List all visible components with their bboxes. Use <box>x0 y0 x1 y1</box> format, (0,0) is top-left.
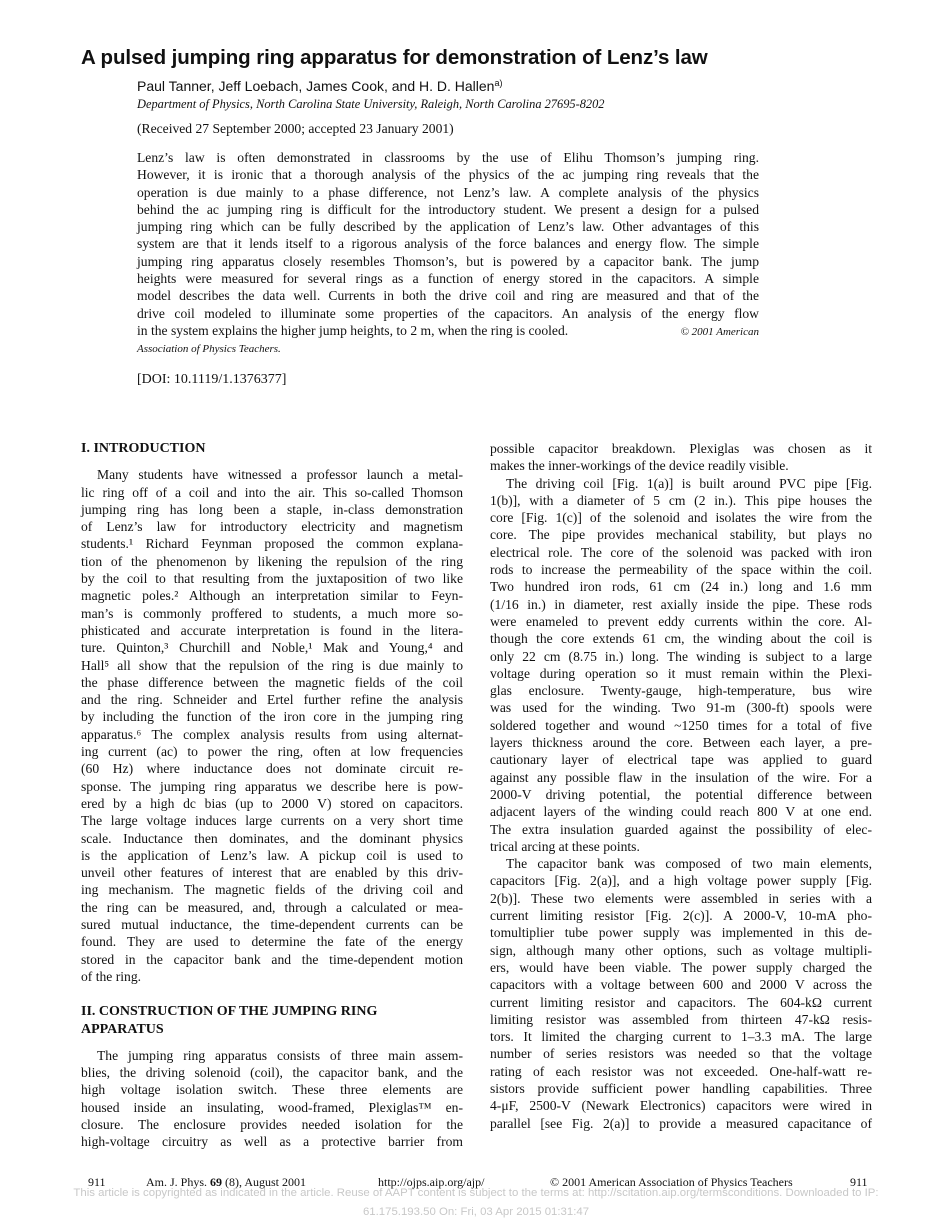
body-line: 1(b)], with a diameter of 5 cm (2 in.). This pipe houses the <box>490 492 872 508</box>
abstract-line: operation is due mainly to a phase difference, not Lenz’s law. A complete analysis of the physics <box>137 184 759 200</box>
body-line: stored in the capacitor bank and the time-dependent motion <box>81 951 463 967</box>
body-line: though the core extends 61 cm, the winding about the coil is <box>490 631 872 647</box>
body-line: Hall⁵ all show that the repulsion of the ring is due mainly to <box>81 657 463 673</box>
download-watermark-line1: This article is copyrighted as indicated in the article. Reuse of AAPT content is subject to the terms at: http://scitation.aip.org/termsconditions. Downloaded to IP: <box>73 1187 879 1199</box>
abstract-line: jumping ring apparatus closely resembles Thomson’s, but is powered by a capacitor bank. The jump <box>137 253 759 269</box>
abstract-line-final <box>137 322 759 341</box>
body-line: magnetic poles.² Although an interpretation similar to Feyn- <box>81 588 463 604</box>
body-line: phisticated and accurate interpretation is found in the litera- <box>81 622 463 638</box>
body-line: cautionary layer of electrical tape was applied to guard <box>490 752 872 768</box>
author-names: Paul Tanner, Jeff Loebach, James Cook, and H. D. Hallen <box>137 78 495 94</box>
section-heading-construction-cont: APPARATUS <box>81 1021 164 1037</box>
body-line: man’s is commonly proffered to students, a much more so- <box>81 605 463 621</box>
abstract-line: model describes the data well. Currents in both the drive coil and ring are measured and that of the <box>137 288 759 304</box>
body-line: 4-μF, 2500-V (Newark Electronics) capacitors were wired in <box>490 1098 872 1114</box>
body-line: (1/16 in.) in diameter, rest axially inside the pipe. These rods <box>490 596 872 612</box>
body-line: rating of each resistor was not exceeded. One-half-watt re- <box>490 1063 872 1079</box>
body-line: limiting resistor was assembled from thirteen 47-kΩ resis- <box>490 1011 872 1027</box>
abstract-line: behind the ac jumping ring is difficult for the introductory student. We present a design for a pulsed <box>137 201 759 217</box>
body-line: number of series resistors was needed so that the voltage <box>490 1046 872 1062</box>
body-line: makes the inner-workings of the device readily visible. <box>490 458 789 474</box>
body-line: electrical role. The core of the solenoid was packed with iron <box>490 544 872 560</box>
body-line: capacitors with a voltage between 600 and 2000 V across the <box>490 977 872 993</box>
body-line: ers, would have been viable. The power supply charged the <box>490 959 872 975</box>
body-line: Two hundred iron rods, 61 cm (24 in.) long and 1.6 mm <box>490 579 872 595</box>
body-line: The large voltage induces large currents on a very short time <box>81 813 463 829</box>
spacer <box>81 457 463 466</box>
journal-url[interactable]: http://ojps.aip.org/ajp/ <box>378 1175 485 1189</box>
body-line: closure. The enclosure provides needed isolation for the <box>81 1116 463 1132</box>
body-line: ered by a high dc bias (up to 2000 V) stored on capacitors. <box>81 795 463 811</box>
body-line: rods to increase the permeability of the space within the coil. <box>490 562 872 578</box>
body-line: against any possible flaw in the insulation of the wire. For a <box>490 769 872 785</box>
body-line: ing current (ac) to power the ring, often at low frequencies <box>81 744 463 760</box>
body-line: the ring can be measured, and, through a calculated or mea- <box>81 899 463 915</box>
body-line: sured mutual inductance, the time-dependent currents can be <box>81 917 463 933</box>
section-heading-introduction: I. INTRODUCTION <box>81 441 206 456</box>
author-footnote-marker: a) <box>494 78 503 88</box>
body-line: sponse. The jumping ring apparatus we describe here is pow- <box>81 778 463 794</box>
body-line: only 22 cm (8.75 in.) long. The winding is subject to a large <box>490 648 872 664</box>
body-line: The driving coil [Fig. 1(a)] is built around PVC pipe [Fig. <box>506 475 872 491</box>
right-column <box>490 440 872 1132</box>
body-line: apparatus.⁶ The complex analysis results from using alternat- <box>81 726 463 742</box>
affiliation: Department of Physics, North Carolina State University, Raleigh, North Carolina 27695-8202 <box>137 97 605 111</box>
body-line: core. The pipe provides mechanical stability, but plays no <box>490 527 872 543</box>
body-line: scale. Inductance then dominates, and the dominant physics <box>81 830 463 846</box>
abstract-line: heights were measured for several rings as a function of energy stored in the capacitors. A simple <box>137 271 759 287</box>
abstract-line: drive coil modeled to illuminate some properties of the capacitors. An analysis of the energy flow <box>137 305 759 321</box>
body-line: core [Fig. 1(c)] of the solenoid and isolates the wire from the <box>490 510 872 526</box>
body-line: tors. It limited the charging current to 1–3.3 mA. The large <box>490 1029 872 1045</box>
body-line: The capacitor bank was composed of two main elements, <box>506 856 872 872</box>
body-line: The extra insulation guarded against the possibility of elec- <box>490 821 872 837</box>
body-line: layers thickness around the core. Between each layer, a pre- <box>490 735 872 751</box>
abstract-copyright: © 2001 American <box>680 325 759 338</box>
abstract-copyright-cont: Association of Physics Teachers. <box>137 343 281 356</box>
body-line: by including the function of the iron core in the jumping ring <box>81 709 463 725</box>
body-line: housed inside an insulating, wood-framed, Plexiglas™ en- <box>81 1099 463 1115</box>
body-line: jumping ring has long been a staple, in-class demonstration <box>81 501 463 517</box>
spacer <box>81 985 463 1003</box>
body-line: adjacent layers of the winding could reach 800 V at one end. <box>490 804 872 820</box>
abstract-line: Lenz’s law is often demonstrated in classrooms by the use of Elihu Thomson’s jumping ring. <box>137 150 759 165</box>
body-line: the phase difference between the magnetic fields of the coil <box>81 674 463 690</box>
body-line: blies, the driving solenoid (coil), the capacitor bank, and the <box>81 1065 463 1081</box>
left-column <box>81 440 463 1151</box>
body-line: soldered together and wound ~1250 times for a total of five <box>490 717 872 733</box>
journal-name: Am. J. Phys. <box>146 1175 208 1189</box>
body-line: and the ring. Schneider and Ertel further refine the analysis <box>81 692 463 708</box>
paper-title: A pulsed jumping ring apparatus for demonstration of Lenz’s law <box>81 46 708 69</box>
body-line: by the coil to that resulting from the juxtaposition of two like <box>81 571 463 587</box>
body-line: capacitors [Fig. 2(a)], and a high voltage power supply [Fig. <box>490 873 872 889</box>
body-line: tion of the phenomenon by likening the repulsion of the ring <box>81 553 463 569</box>
body-line: were enameled to prevent eddy currents within the core. Al- <box>490 613 872 629</box>
body-line: tomultiplier tube power supply was implemented in this de- <box>490 925 872 941</box>
body-line: possible capacitor breakdown. Plexiglas was chosen as it <box>490 441 872 456</box>
body-line: ture. Quinton,³ Churchill and Noble,¹ Mak and Young,⁴ and <box>81 640 463 656</box>
author-list <box>137 78 503 94</box>
body-line: Many students have witnessed a professor launch a metal- <box>97 467 463 483</box>
body-line: was used for the winding. Two 91-m (300-ft) spools were <box>490 700 872 716</box>
abstract-line: system are that it lends itself to a rigorous analysis of the force balances and energy flow. The simple <box>137 236 759 252</box>
body-line: The jumping ring apparatus consists of three main assem- <box>97 1047 463 1063</box>
footer-copyright: © 2001 American Association of Physics Teachers <box>550 1175 793 1189</box>
abstract <box>137 149 759 359</box>
doi: [DOI: 10.1119/1.1376377] <box>137 372 287 387</box>
page-number-left: 911 <box>88 1175 106 1189</box>
journal-issue-date: (8), August 2001 <box>225 1175 307 1189</box>
body-line: glas enclosure. Twenty-gauge, high-temperature, bus wire <box>490 683 872 699</box>
body-line: sign, although many other options, such as voltage multipli- <box>490 942 872 958</box>
body-line: 2(b)]. These two elements were assembled in series with a <box>490 890 872 906</box>
body-line: is the application of Lenz’s law. A pickup coil is used to <box>81 847 463 863</box>
body-line: high voltage isolation switch. These three elements are <box>81 1082 463 1098</box>
body-line: of the ring. <box>81 968 142 984</box>
body-line: unveil other features of interest that are enabled by this driv- <box>81 865 463 881</box>
download-watermark-line2: 61.175.193.50 On: Fri, 03 Apr 2015 01:31:47 <box>362 1206 590 1218</box>
body-line: students.¹ Richard Feynman proposed the common explana- <box>81 536 463 552</box>
body-line: current limiting resistor [Fig. 2(c)]. A 2000-V, 10-mA pho- <box>490 908 872 924</box>
body-line: high-voltage circuitry as well as a protective barrier from <box>81 1134 463 1150</box>
body-line: lic ring off of a coil and into the air. This so-called Thomson <box>81 484 463 500</box>
body-line: 2000-V driving potential, the potential difference between <box>490 786 872 802</box>
journal-volume: 69 <box>210 1175 223 1189</box>
body-line: voltage during operation so it must remain within the Plexi- <box>490 665 872 681</box>
abstract-line-text: in the system explains the higher jump heights, to 2 m, when the ring is cooled. <box>137 322 569 338</box>
body-line: ing mechanism. The magnetic fields of the driving coil and <box>81 882 463 898</box>
page-number-right: 911 <box>850 1175 868 1189</box>
body-line: parallel [see Fig. 2(a)] to provide a measured capacitance of <box>490 1115 872 1131</box>
spacer <box>81 1038 463 1047</box>
section-heading-construction: II. CONSTRUCTION OF THE JUMPING RING <box>81 1004 378 1020</box>
abstract-line: jumping ring which can be fully described by the application of Lenz’s law. Other advantages of this <box>137 219 759 235</box>
body-line: current limiting resistor and capacitors. The 604-kΩ current <box>490 994 872 1010</box>
abstract-line: However, it is ironic that a thorough analysis of the physics of the ac jumping ring reveals that the <box>137 167 759 183</box>
body-line: of Lenz’s law for introductory electricity and magnetism <box>81 519 463 535</box>
body-line: found. They are used to determine the fate of the energy <box>81 934 463 950</box>
received-dates: (Received 27 September 2000; accepted 23 January 2001) <box>137 121 454 136</box>
body-line: (60 Hz) where inductance does not dominate circuit re- <box>81 761 463 777</box>
body-line: trical arcing at these points. <box>490 838 640 854</box>
body-line: sistors provide sufficient power handling capabilities. Three <box>490 1080 872 1096</box>
